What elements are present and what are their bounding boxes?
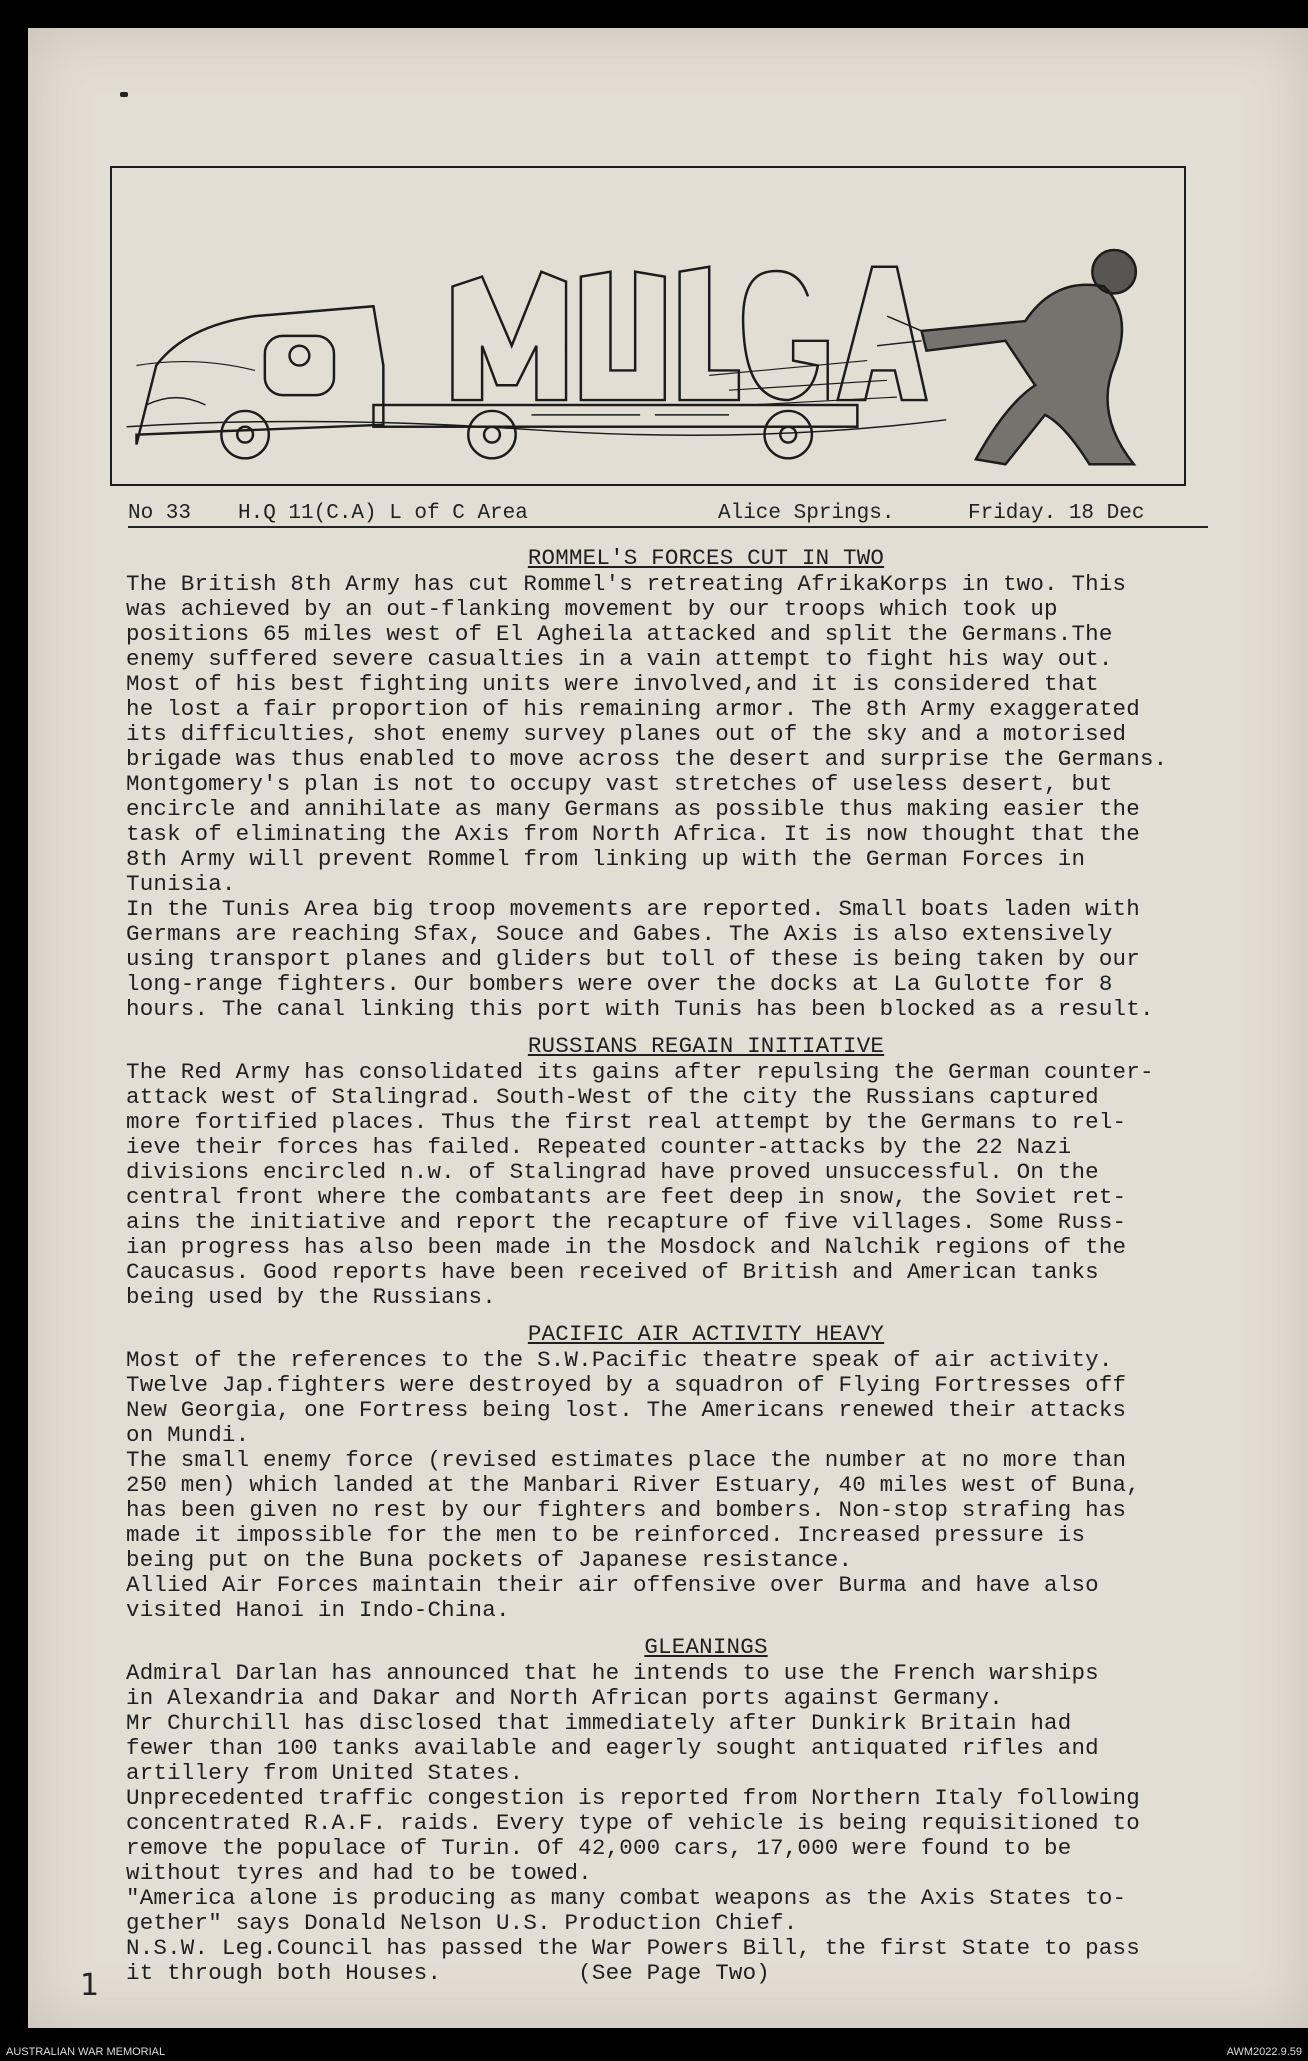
- article-line: brigade was thus enabled to move across the desert and surprise the Germans.: [126, 746, 1168, 772]
- footer-id: AWM2022.9.59: [1226, 2046, 1302, 2058]
- article-line: in Alexandria and Dakar and North African ports against Germany.: [126, 1685, 1003, 1711]
- article-line: more fortified places. Thus the first real attempt by the Germans to rel-: [126, 1109, 1127, 1135]
- article-line: long-range fighters. Our bombers were over the docks at La Gulotte for 8: [126, 971, 1113, 997]
- article-line: The British 8th Army has cut Rommel's retreating AfrikaKorps in two. This: [126, 571, 1127, 597]
- article-line: The small enemy force (revised estimates place the number at no more than: [126, 1447, 1127, 1473]
- masthead-illustration: [110, 166, 1186, 486]
- article-line: divisions encircled n.w. of Stalingrad have proved unsuccessful. On the: [126, 1159, 1099, 1185]
- masthead-drawing: [112, 168, 1184, 484]
- article-line: being used by the Russians.: [126, 1284, 496, 1310]
- article-line: 250 men) which landed at the Manbari River Estuary, 40 miles west of Buna,: [126, 1472, 1140, 1498]
- article-line: being put on the Buna pockets of Japanese resistance.: [126, 1547, 853, 1573]
- article-line: on Mundi.: [126, 1422, 250, 1448]
- article-line: Montgomery's plan is not to occupy vast stretches of useless desert, but: [126, 771, 1113, 797]
- article-line: visited Hanoi in Indo-China.: [126, 1597, 510, 1623]
- article-line: it through both Houses. (See Page Two): [126, 1960, 771, 1986]
- issue-number: No 33: [128, 502, 192, 525]
- article-line: enemy suffered severe casualties in a vain attempt to fight his way out.: [126, 646, 1113, 672]
- article-body: [126, 546, 1286, 1986]
- article-line: hours. The canal linking this port with Tunis has been blocked as a result.: [126, 996, 1154, 1022]
- article-line: central front where the combatants are feet deep in snow, the Soviet ret-: [126, 1184, 1127, 1210]
- article-line: fewer than 100 tanks available and eagerly sought antiquated rifles and: [126, 1735, 1099, 1761]
- article-line: Mr Churchill has disclosed that immediately after Dunkirk Britain had: [126, 1710, 1072, 1736]
- section-heading: RUSSIANS REGAIN INITIATIVE: [527, 1033, 885, 1059]
- article-line: Germans are reaching Sfax, Souce and Gabes. The Axis is also extensively: [126, 921, 1113, 947]
- article-line: Most of the references to the S.W.Pacific theatre speak of air activity.: [126, 1347, 1113, 1373]
- archive-footer: [0, 2043, 1308, 2061]
- article-line: 8th Army will prevent Rommel from linking up with the German Forces in: [126, 846, 1086, 872]
- article-line: Most of his best fighting units were involved,and it is considered that: [126, 671, 1099, 697]
- article-line: Unprecedented traffic congestion is reported from Northern Italy following: [126, 1785, 1140, 1811]
- handwritten-mark: 1: [80, 1968, 100, 2003]
- issue-date: Friday. 18 Dec: [968, 502, 1145, 525]
- article-line: has been given no rest by our fighters and bombers. Non-stop strafing has: [126, 1497, 1127, 1523]
- article-line: ieve their forces has failed. Repeated counter-attacks by the 22 Nazi: [126, 1134, 1072, 1160]
- masthead-title: MULGA: [628, 376, 671, 391]
- article-line: Tunisia.: [126, 871, 236, 897]
- section-heading: ROMMEL'S FORCES CUT IN TWO: [527, 545, 885, 571]
- article-line: attack west of Stalingrad. South-West of the city the Russians captured: [126, 1084, 1099, 1110]
- newsletter-page: [28, 28, 1308, 2028]
- location: Alice Springs.: [718, 502, 895, 525]
- article-line: concentrated R.A.F. raids. Every type of vehicle is being requisitioned to: [126, 1810, 1140, 1836]
- article-line: positions 65 miles west of El Agheila attacked and split the Germans.The: [126, 621, 1113, 647]
- article-line: Allied Air Forces maintain their air offensive over Burma and have also: [126, 1572, 1099, 1598]
- article-line: ian progress has also been made in the Mosdock and Nalchik regions of the: [126, 1234, 1127, 1260]
- article-line: "America alone is producing as many combat weapons as the Axis States to-: [126, 1885, 1127, 1911]
- article-line: N.S.W. Leg.Council has passed the War Powers Bill, the first State to pass: [126, 1935, 1140, 1961]
- article-line: Caucasus. Good reports have been received of British and American tanks: [126, 1259, 1099, 1285]
- footer-source: AUSTRALIAN WAR MEMORIAL: [6, 2046, 166, 2058]
- article-line: New Georgia, one Fortress being lost. The Americans renewed their attacks: [126, 1397, 1127, 1423]
- article-line: Twelve Jap.fighters were destroyed by a squadron of Flying Fortresses off: [126, 1372, 1127, 1398]
- ink-mark: [120, 92, 128, 97]
- section-heading: PACIFIC AIR ACTIVITY HEAVY: [527, 1321, 885, 1347]
- article-line: gether" says Donald Nelson U.S. Production Chief.: [126, 1910, 798, 1936]
- article-line: The Red Army has consolidated its gains after repulsing the German counter-: [126, 1059, 1154, 1085]
- unit-name: H.Q 11(C.A) L of C Area: [238, 502, 528, 525]
- issue-info-line: [128, 502, 1208, 528]
- article-line: ains the initiative and report the recapture of five villages. Some Russ-: [126, 1209, 1127, 1235]
- article-line: encircle and annihilate as many Germans as possible thus making easier the: [126, 796, 1140, 822]
- article-line: task of eliminating the Axis from North Africa. It is now thought that the: [126, 821, 1140, 847]
- article-line: without tyres and had to be towed.: [126, 1860, 592, 1886]
- article-line: he lost a fair proportion of his remaining armor. The 8th Army exaggerated: [126, 696, 1140, 722]
- article-line: its difficulties, shot enemy survey planes out of the sky and a motorised: [126, 721, 1127, 747]
- section-heading: GLEANINGS: [644, 1634, 768, 1660]
- article-line: Admiral Darlan has announced that he intends to use the French warships: [126, 1660, 1099, 1686]
- article-line: In the Tunis Area big troop movements are reported. Small boats laden with: [126, 896, 1140, 922]
- article-line: using transport planes and gliders but toll of these is being taken by our: [126, 946, 1140, 972]
- article-line: made it impossible for the men to be reinforced. Increased pressure is: [126, 1522, 1086, 1548]
- article-line: artillery from United States.: [126, 1760, 524, 1786]
- article-line: was achieved by an out-flanking movement by our troops which took up: [126, 596, 1058, 622]
- article-line: remove the populace of Turin. Of 42,000 cars, 17,000 were found to be: [126, 1835, 1072, 1861]
